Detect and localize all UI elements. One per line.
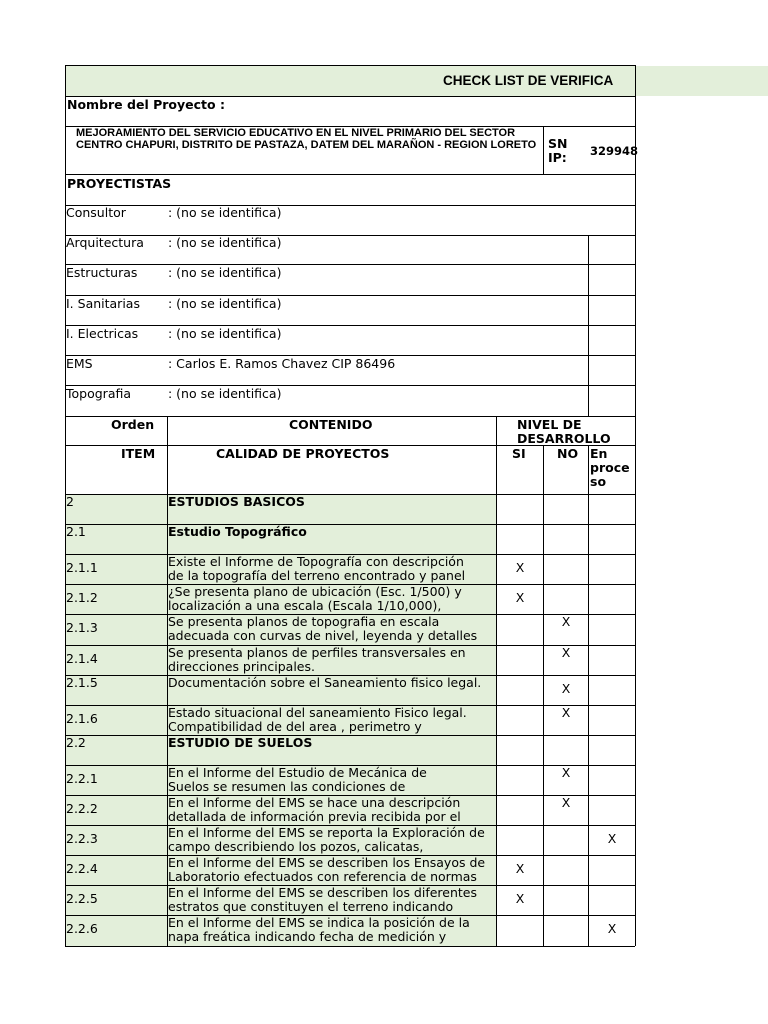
mark-no: X bbox=[561, 765, 571, 780]
row-divider bbox=[65, 946, 635, 947]
proyectista-role: EMS bbox=[66, 356, 93, 371]
col-header-nivel-line-2: DESARROLLO bbox=[517, 431, 611, 446]
col-header-en-proceso-line-1: En bbox=[590, 446, 608, 461]
row-content-line-2: Laboratorio efectuados con referencia de normas bbox=[168, 869, 477, 884]
proyectista-name: : (no se identifica) bbox=[168, 326, 282, 341]
row-item-number: 2.1.2 bbox=[66, 590, 98, 605]
proyectista-name: : (no se identifica) bbox=[168, 296, 282, 311]
checklist-title: CHECK LIST DE VERIFICA bbox=[443, 73, 614, 88]
row-content-line-1: En el Informe del EMS se hace una descripción bbox=[168, 796, 461, 810]
row-content bbox=[168, 555, 496, 584]
row-content-line-1: Se presenta planos de topografia en escala bbox=[168, 615, 440, 629]
snip-value: 329948 bbox=[590, 144, 639, 158]
proyectista-name: : (no se identifica) bbox=[168, 235, 282, 250]
row-content-line-2: direcciones principales. bbox=[168, 659, 315, 674]
col-header-calidad: CALIDAD DE PROYECTOS bbox=[216, 446, 390, 461]
project-label: Nombre del Proyecto : bbox=[67, 97, 225, 112]
row-content bbox=[168, 646, 496, 675]
row-content-line-1: En el Informe del EMS se describen los Ensayos de bbox=[168, 856, 486, 870]
mark-no: X bbox=[561, 681, 571, 696]
proyectista-role: Consultor bbox=[66, 205, 126, 220]
row-item-number: 2.1.3 bbox=[66, 620, 98, 635]
project-name-line-1: MEJORAMIENTO DEL SERVICIO EDUCATIVO EN EL NIVEL PRIMARIO DEL SECTOR bbox=[76, 127, 516, 139]
proyectista-role: I. Sanitarias bbox=[66, 296, 140, 311]
mark-si: X bbox=[515, 560, 525, 575]
row-content-line-1: ESTUDIOS BASICOS bbox=[168, 495, 305, 509]
row-content bbox=[168, 826, 496, 855]
proyectista-role: Arquitectura bbox=[66, 235, 144, 250]
row-content bbox=[168, 796, 496, 825]
row-content-line-1: En el Informe del EMS se describen los diferentes bbox=[168, 886, 478, 900]
row-content-line-2: Suelos se resumen las condiciones de bbox=[168, 779, 406, 794]
row-item-number: 2.1 bbox=[66, 524, 86, 539]
row-content-line-1: ESTUDIO DE SUELOS bbox=[168, 736, 313, 750]
row-content bbox=[168, 615, 496, 645]
mark-no: X bbox=[561, 795, 571, 810]
proyectista-role: Topografia bbox=[66, 386, 132, 401]
row-content-line-2: adecuada con curvas de nivel, leyenda y detalles bbox=[168, 628, 478, 643]
row-item-number: 2.1.5 bbox=[66, 675, 98, 690]
proyectistas-heading: PROYECTISTAS bbox=[67, 176, 172, 191]
proyectista-name: : (no se identifica) bbox=[168, 386, 282, 401]
row-content bbox=[168, 525, 496, 554]
col-header-item: ITEM bbox=[121, 446, 156, 461]
row-content bbox=[168, 585, 496, 614]
row-content-line-2: estratos que constituyen el terreno indicando bbox=[168, 899, 454, 914]
proyectista-name: : (no se identifica) bbox=[168, 265, 282, 280]
row-content-line-1: Documentación sobre el Saneamiento fisico legal. bbox=[168, 676, 482, 690]
mark-si: X bbox=[515, 861, 525, 876]
row-content-line-1: Existe el Informe de Topografía con descripción bbox=[168, 555, 464, 569]
row-item-number: 2.2.1 bbox=[66, 771, 98, 786]
mark-proceso: X bbox=[607, 831, 617, 846]
row-content bbox=[168, 676, 496, 705]
row-item-number: 2.2.2 bbox=[66, 801, 98, 816]
mark-no: X bbox=[561, 614, 571, 629]
col-header-en-proceso-line-2: proce bbox=[590, 460, 630, 475]
row-content-line-1: En el Informe del Estudio de Mecánica de bbox=[168, 766, 427, 780]
row-content-line-2: campo describiendo los pozos, calicatas, bbox=[168, 839, 424, 854]
col-header-si: SI bbox=[512, 446, 526, 461]
col-header-no: NO bbox=[557, 446, 579, 461]
col-header-en-proceso-line-3: so bbox=[590, 474, 607, 489]
row-content-line-1: Se presenta planos de perfiles transversales en bbox=[168, 646, 466, 660]
row-item-number: 2.1.4 bbox=[66, 651, 98, 666]
row-item-number: 2.2.5 bbox=[66, 891, 98, 906]
row-content-line-2: napa freática indicando fecha de medición y bbox=[168, 929, 447, 944]
row-content bbox=[168, 766, 496, 795]
row-item-number: 2.1.1 bbox=[66, 560, 98, 575]
project-name-line-2: CENTRO CHAPURI, DISTRITO DE PASTAZA, DATEM DEL MARAÑON - REGION LORETO bbox=[76, 139, 537, 151]
mark-no: X bbox=[561, 705, 571, 720]
row-content-line-2: de la topografía del terreno encontrado y panel bbox=[168, 568, 466, 583]
row-item-number: 2.2.3 bbox=[66, 831, 98, 846]
col-header-nivel-line-1: NIVEL DE bbox=[517, 417, 582, 432]
title-band bbox=[65, 66, 768, 96]
row-content bbox=[168, 916, 496, 946]
row-content bbox=[168, 736, 496, 765]
proyectista-name: : (no se identifica) bbox=[168, 205, 282, 220]
row-content bbox=[168, 856, 496, 885]
mark-no: X bbox=[561, 645, 571, 660]
row-content-line-1: Estado situacional del saneamiento Fisico legal. bbox=[168, 706, 467, 720]
row-content-line-2: localización a una escala (Escala 1/10,000), bbox=[168, 598, 442, 613]
col-header-orden: Orden bbox=[111, 417, 155, 432]
row-content bbox=[168, 886, 496, 915]
col-header-contenido: CONTENIDO bbox=[289, 417, 373, 432]
mark-si: X bbox=[515, 891, 525, 906]
mark-si: X bbox=[515, 590, 525, 605]
row-item-number: 2.1.6 bbox=[66, 711, 98, 726]
row-content-line-1: ¿Se presenta plano de ubicación (Esc. 1/500) y bbox=[168, 585, 462, 599]
proyectista-name: : Carlos E. Ramos Chavez CIP 86496 bbox=[168, 356, 396, 371]
row-content-line-1: En el Informe del EMS se reporta la Exploración de bbox=[168, 826, 485, 840]
item-cell bbox=[66, 495, 167, 524]
mark-proceso: X bbox=[607, 921, 617, 936]
row-item-number: 2.2.6 bbox=[66, 921, 98, 936]
row-content-line-2: Compatibilidad de del area , perimetro y bbox=[168, 719, 422, 734]
proyectista-role: I. Electricas bbox=[66, 326, 139, 341]
snip-label-line-1: SN bbox=[548, 136, 568, 151]
row-item-number: 2.2 bbox=[66, 735, 86, 750]
row-item-number: 2 bbox=[66, 494, 74, 509]
row-content-line-1: Estudio Topográfico bbox=[168, 525, 307, 539]
row-content bbox=[168, 495, 496, 524]
row-item-number: 2.2.4 bbox=[66, 861, 98, 876]
snip-label-line-2: IP: bbox=[548, 150, 567, 165]
row-content-line-2: detallada de información previa recibida por el bbox=[168, 809, 461, 824]
row-content bbox=[168, 706, 496, 735]
row-content-line-1: En el Informe del EMS se indica la posición de la bbox=[168, 916, 470, 930]
proyectista-role: Estructuras bbox=[66, 265, 138, 280]
